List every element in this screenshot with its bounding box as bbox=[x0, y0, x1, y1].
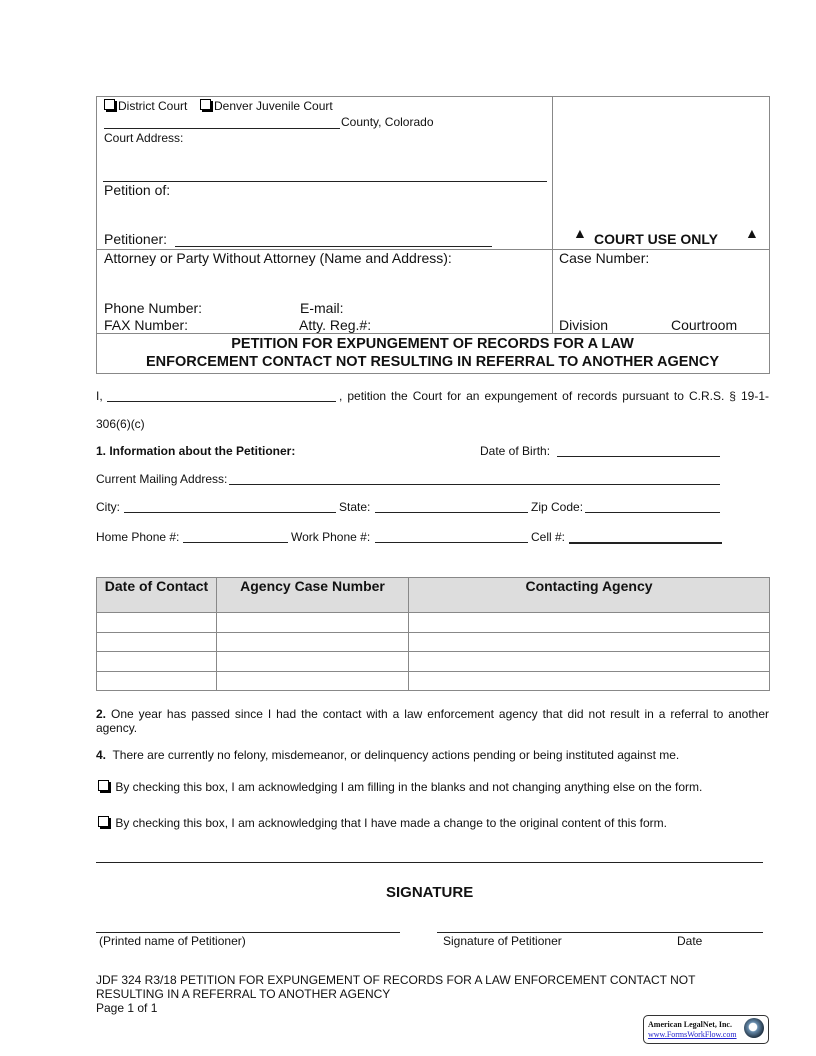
checkbox-label: By checking this box, I am acknowledging I am filling in the blanks and not changing anything else on the form. bbox=[115, 780, 703, 794]
header-agency: Contacting Agency bbox=[409, 578, 770, 613]
title-line: ENFORCEMENT CONTACT NOT RESULTING IN REFERRAL TO ANOTHER AGENCY bbox=[145, 354, 720, 370]
page-number: Page 1 of 1 bbox=[96, 1001, 158, 1015]
zip-blank[interactable] bbox=[585, 512, 720, 513]
checkbox-icon[interactable] bbox=[98, 816, 109, 827]
triangle-up-icon: ▲ bbox=[573, 225, 587, 241]
label: District Court bbox=[118, 99, 188, 113]
checkbox-icon[interactable] bbox=[104, 99, 115, 110]
county-label: County, Colorado bbox=[341, 115, 434, 129]
attorney-label: Attorney or Party Without Attorney (Name and Address): bbox=[104, 250, 452, 266]
name-blank[interactable] bbox=[107, 401, 336, 402]
table-cell[interactable] bbox=[409, 613, 770, 633]
printed-name-line[interactable] bbox=[96, 932, 400, 933]
petitioner-label: Petitioner: bbox=[104, 231, 168, 247]
state-blank[interactable] bbox=[375, 512, 528, 513]
home-phone-label: Home Phone #: bbox=[96, 530, 180, 544]
statement-text: There are currently no felony, misdemeanor, or delinquency actions pending or being instituted against me. bbox=[112, 748, 680, 762]
label: Denver Juvenile Court bbox=[214, 99, 333, 113]
statement-text: One year has passed since I had the contact with a law enforcement agency that did not result in a referral to another agency. bbox=[96, 707, 770, 735]
printed-name-label: (Printed name of Petitioner) bbox=[99, 934, 246, 948]
court-option-juvenile[interactable] bbox=[200, 99, 333, 113]
checkbox-icon[interactable] bbox=[98, 780, 109, 791]
header-date: Date of Contact bbox=[97, 578, 217, 613]
division-label: Division bbox=[559, 317, 609, 333]
american-legalnet-logo[interactable] bbox=[643, 1015, 769, 1044]
table-row bbox=[97, 613, 770, 633]
statement-number: 4. bbox=[96, 748, 107, 762]
email-label: E-mail: bbox=[300, 300, 344, 316]
cell-label: Cell #: bbox=[531, 530, 566, 544]
table-cell[interactable] bbox=[97, 652, 217, 672]
table-row bbox=[97, 632, 770, 652]
intro-text-cont: 306(6)(c) bbox=[96, 417, 145, 431]
triangle-up-icon: ▲ bbox=[745, 225, 759, 241]
contact-table bbox=[96, 577, 770, 691]
court-option-district[interactable] bbox=[104, 99, 187, 113]
intro-text: , petition the Court for an expungement of records pursuant to C.R.S. § 19-1- bbox=[339, 389, 769, 403]
table-row bbox=[97, 652, 770, 672]
header-agency-case: Agency Case Number bbox=[217, 578, 409, 613]
work-phone-blank[interactable] bbox=[375, 542, 528, 543]
cell-blank[interactable] bbox=[569, 542, 722, 544]
statement-2 bbox=[96, 707, 769, 735]
table-cell[interactable] bbox=[217, 613, 409, 633]
signature-line[interactable] bbox=[437, 932, 763, 933]
logo-url[interactable]: www.FormsWorkFlow.com bbox=[648, 1030, 737, 1039]
signature-heading: SIGNATURE bbox=[386, 884, 474, 901]
city-label: City: bbox=[96, 500, 120, 514]
statement-4 bbox=[96, 748, 679, 762]
divider bbox=[96, 862, 763, 863]
atty-reg-label: Atty. Reg.#: bbox=[299, 317, 372, 333]
table-header-row bbox=[97, 578, 770, 613]
logo-name: American LegalNet, Inc. bbox=[648, 1020, 732, 1029]
table-cell[interactable] bbox=[97, 632, 217, 652]
courtroom-label: Courtroom bbox=[671, 317, 738, 333]
table-cell[interactable] bbox=[409, 671, 770, 691]
footer-line: JDF 324 R3/18 PETITION FOR EXPUNGEMENT OF RECORDS FOR A LAW ENFORCEMENT CONTACT NOT bbox=[96, 973, 696, 987]
section1-heading: 1. Information about the Petitioner: bbox=[96, 444, 296, 458]
mailing-blank[interactable] bbox=[229, 484, 720, 485]
table-cell[interactable] bbox=[97, 613, 217, 633]
petitioner-blank[interactable] bbox=[175, 246, 492, 247]
dob-label: Date of Birth: bbox=[480, 444, 551, 458]
acknowledge-checkbox-2[interactable] bbox=[98, 816, 667, 830]
petition-of-label: Petition of: bbox=[104, 182, 171, 198]
dob-blank[interactable] bbox=[557, 456, 720, 457]
checkbox-label: By checking this box, I am acknowledging that I have made a change to the original content of this form. bbox=[115, 816, 667, 830]
case-number-label: Case Number: bbox=[559, 250, 650, 266]
intro-prefix: I, bbox=[96, 389, 103, 403]
divider bbox=[96, 333, 769, 334]
zip-label: Zip Code: bbox=[531, 500, 584, 514]
globe-icon bbox=[744, 1018, 764, 1038]
table-row bbox=[97, 671, 770, 691]
acknowledge-checkbox-1[interactable] bbox=[98, 779, 748, 795]
form-title bbox=[96, 335, 769, 371]
state-label: State: bbox=[339, 500, 371, 514]
divider bbox=[552, 96, 553, 333]
title-line: PETITION FOR EXPUNGEMENT OF RECORDS FOR A LAW bbox=[231, 336, 634, 352]
statement-number: 2. bbox=[96, 707, 107, 721]
city-blank[interactable] bbox=[124, 512, 336, 513]
court-address-label: Court Address: bbox=[104, 131, 184, 145]
fax-label: FAX Number: bbox=[104, 317, 189, 333]
date-label: Date bbox=[677, 934, 703, 948]
footer-line: RESULTING IN A REFERRAL TO ANOTHER AGENCY bbox=[96, 987, 391, 1001]
home-phone-blank[interactable] bbox=[183, 542, 288, 543]
mailing-label: Current Mailing Address: bbox=[96, 472, 228, 486]
court-use-only-label: COURT USE ONLY bbox=[594, 231, 718, 247]
work-phone-label: Work Phone #: bbox=[291, 530, 371, 544]
table-cell[interactable] bbox=[409, 652, 770, 672]
table-cell[interactable] bbox=[217, 671, 409, 691]
checkbox-icon[interactable] bbox=[200, 99, 211, 110]
signature-label: Signature of Petitioner bbox=[443, 934, 562, 948]
table-cell[interactable] bbox=[217, 632, 409, 652]
footer bbox=[96, 973, 695, 1015]
table-cell[interactable] bbox=[409, 632, 770, 652]
table-cell[interactable] bbox=[217, 652, 409, 672]
county-blank[interactable] bbox=[104, 128, 340, 129]
phone-label: Phone Number: bbox=[104, 300, 203, 316]
table-cell[interactable] bbox=[97, 671, 217, 691]
